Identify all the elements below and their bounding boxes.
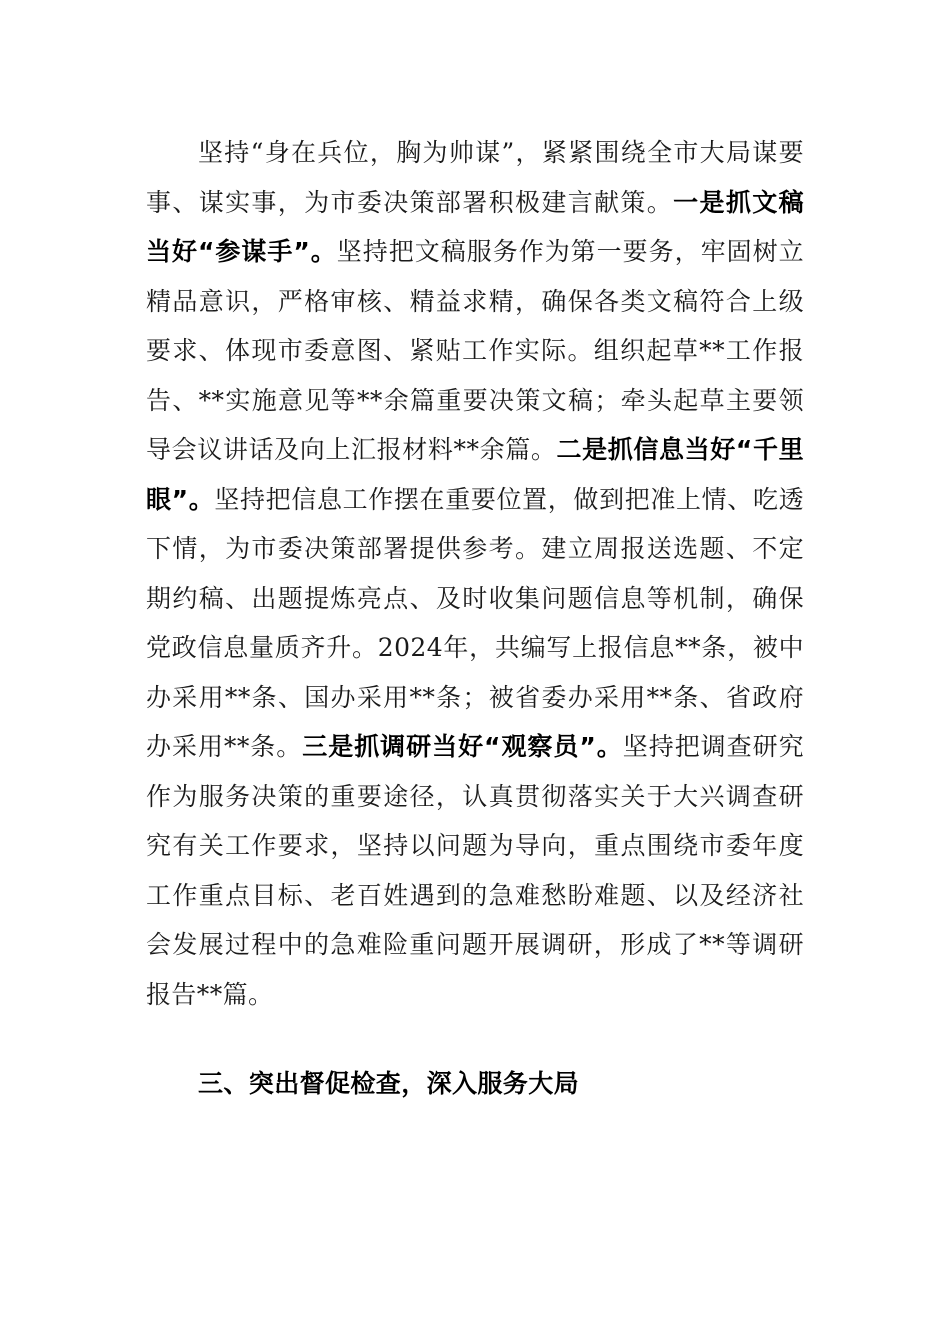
- point1-text: 坚持把文稿服务作为第一要务，牢固树立精品意识，严格审核、精益求精，确保各类文稿符合上级要求、体现市委意图、紧贴工作实际。组织起草**工作报告、**实施意见等**余篇重要决策文稿；牵头起草主要领导会议讲话及向上汇报材料**余篇。: [146, 237, 805, 464]
- point1-heading: 一是抓文稿当好“参谋手”。: [146, 187, 804, 266]
- section-heading: 三、突出督促检查，深入服务大局: [198, 1069, 580, 1098]
- point3-heading: 三是抓调研当好“观察员”。: [302, 732, 623, 761]
- body-paragraph: [146, 128, 804, 1019]
- point3-text: 坚持把调查研究作为服务决策的重要途径，认真贯彻落实关于大兴调查研究有关工作要求，坚持以问题为导向，重点围绕市委年度工作重点目标、老百姓遇到的急难愁盼难题、以及经济社会发展过程中的急难险重问题开展调研，形成了**等调研报告**篇。: [146, 732, 805, 1009]
- point2-heading: 二是抓信息当好“千里眼”。: [146, 435, 804, 514]
- paragraph-intro: 坚持“身在兵位，胸为帅谋”，紧紧围绕全市大局谋要事、谋实事，为市委决策部署积极建言献策。: [146, 138, 804, 217]
- point2-text: 坚持把信息工作摆在重要位置，做到把准上情、吃透下情，为市委决策部署提供参考。建立周报送选题、不定期约稿、出题提炼亮点、及时收集问题信息等机制，确保党政信息量质齐升。2024年，共编写上报信息**条，被中办采用**条、国办采用**条；被省委办采用**条、省政府办采用**条。: [146, 484, 804, 761]
